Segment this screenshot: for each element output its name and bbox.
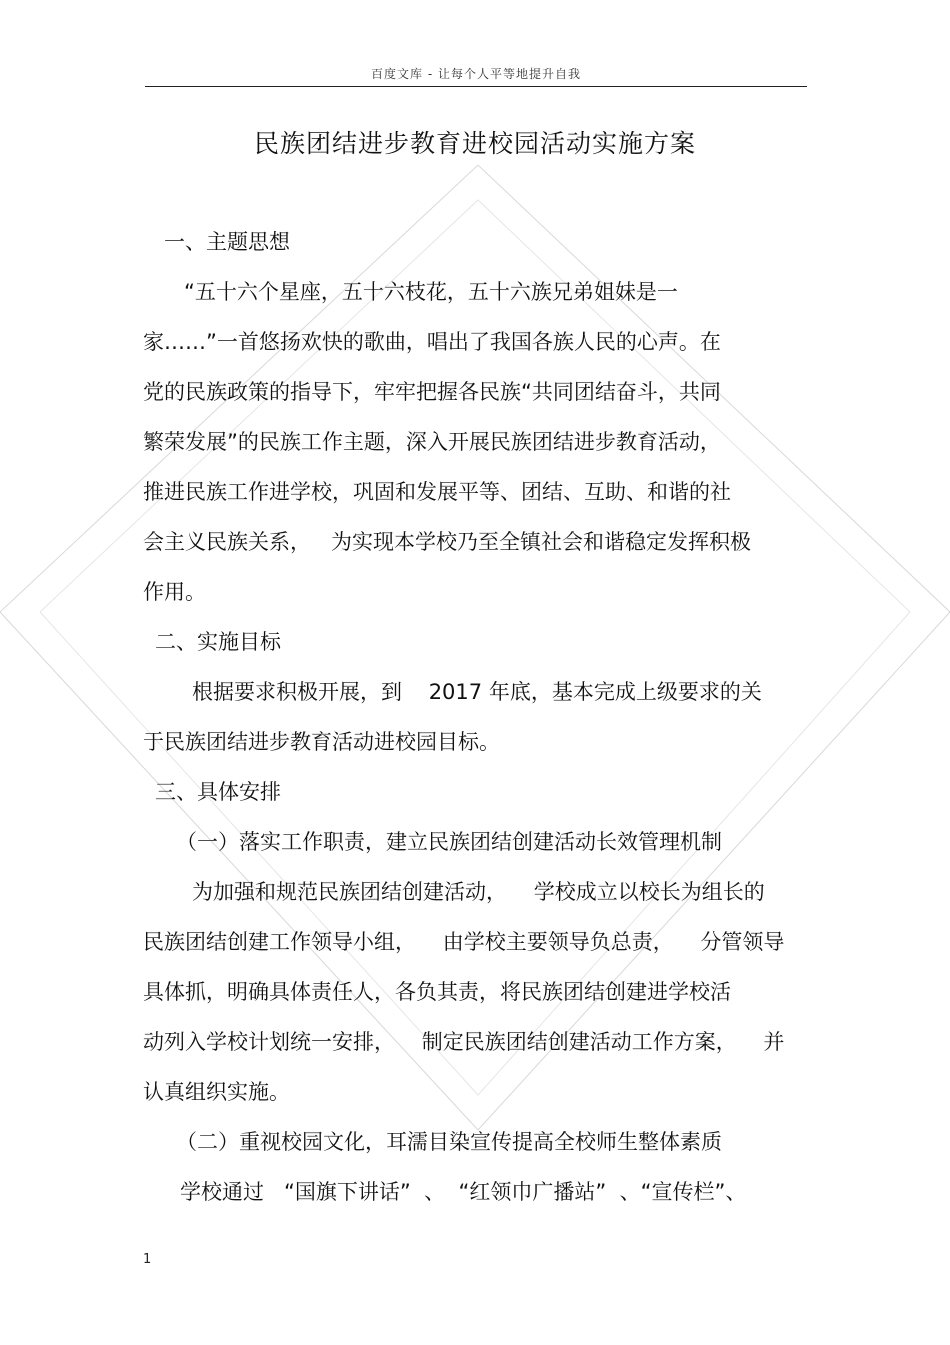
body-line: 民族团结创建工作领导小组， 由学校主要领导负总责， 分管领导 bbox=[143, 930, 785, 954]
body-line: 家……”一首悠扬欢快的歌曲，唱出了我国各族人民的心声。在 bbox=[143, 330, 721, 354]
body-line: 党的民族政策的指导下，牢牢把握各民族“共同团结奋斗，共同 bbox=[143, 380, 721, 404]
body-line: 推进民族工作进学校，巩固和发展平等、团结、互助、和谐的社 bbox=[143, 480, 731, 504]
section-heading-3: 三、具体安排 bbox=[155, 780, 281, 804]
body-line: 具体抓，明确具体责任人，各负其责，将民族团结创建进学校活 bbox=[143, 980, 731, 1004]
body-line: 作用。 bbox=[143, 580, 206, 604]
subsection-heading-2: （二）重视校园文化，耳濡目染宣传提高全校师生整体素质 bbox=[176, 1130, 722, 1154]
page-number: 1 bbox=[143, 1252, 152, 1267]
page-header: 百度文库 - 让每个人平等地提升自我 bbox=[145, 64, 807, 87]
document-title: 民族团结进步教育进校园活动实施方案 bbox=[253, 129, 696, 158]
body-line: “五十六个星座，五十六枝花，五十六族兄弟姐妹是一 bbox=[184, 280, 678, 304]
section-heading-1: 一、主题思想 bbox=[164, 230, 290, 254]
body-line: 繁荣发展”的民族工作主题，深入开展民族团结进步教育活动， bbox=[143, 430, 721, 454]
subsection-heading-1: （一）落实工作职责，建立民族团结创建活动长效管理机制 bbox=[176, 830, 722, 854]
body-line: 为加强和规范民族团结创建活动， 学校成立以校长为组长的 bbox=[192, 880, 765, 904]
body-line: 认真组织实施。 bbox=[143, 1080, 290, 1104]
section-heading-2: 二、实施目标 bbox=[155, 630, 281, 654]
body-line: 会主义民族关系， 为实现本学校乃至全镇社会和谐稳定发挥积极 bbox=[143, 530, 752, 554]
body-line: 动列入学校计划统一安排， 制定民族团结创建活动工作方案， 并 bbox=[143, 1030, 785, 1054]
body-line: 于民族团结进步教育活动进校园目标。 bbox=[143, 730, 500, 754]
body-line: 学校通过 “国旗下讲话” 、 “红领巾广播站” 、“宣传栏”、 bbox=[180, 1180, 747, 1204]
body-line: 根据要求积极开展，到 2017 年底，基本完成上级要求的关 bbox=[192, 680, 762, 704]
